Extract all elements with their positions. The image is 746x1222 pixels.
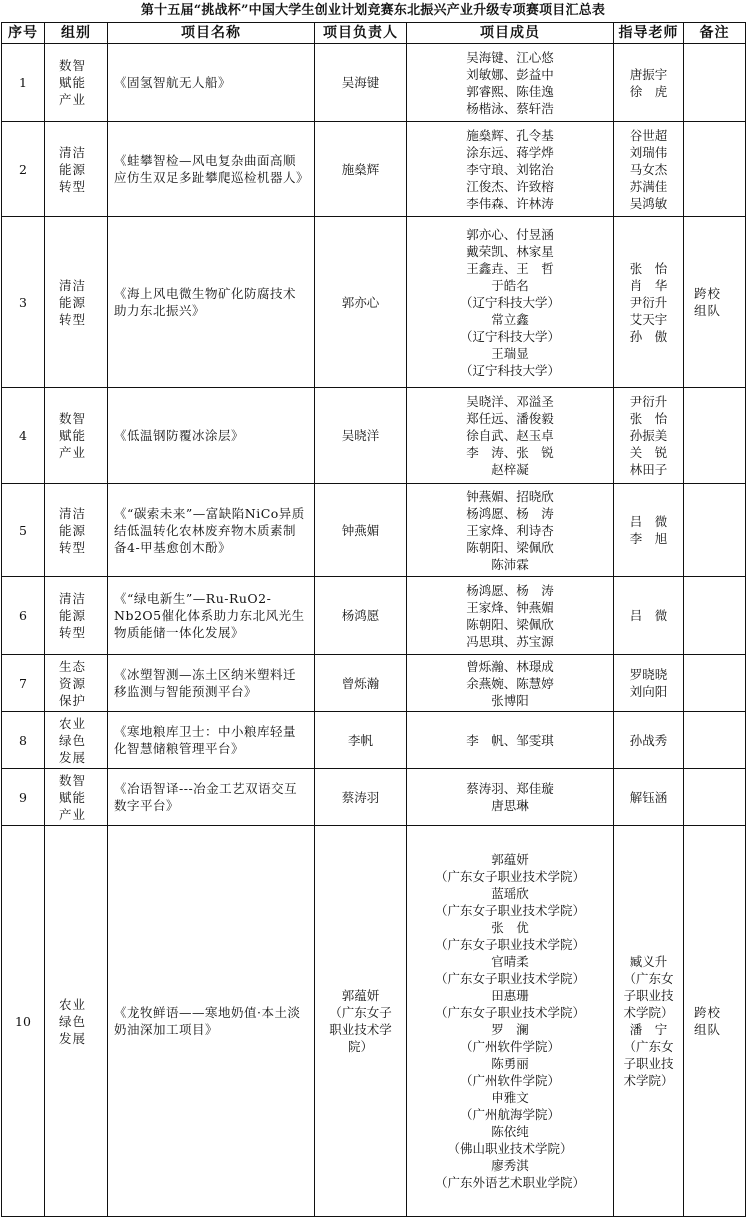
advisor-line: 关 锐 (629, 445, 668, 460)
serial-number: 4 (2, 388, 45, 484)
advisors (614, 577, 684, 655)
advisor-line: 李 旭 (629, 531, 668, 546)
member-line: 王鑫垚、王 哲 (466, 260, 554, 276)
header-cell: 组别 (45, 23, 108, 44)
serial-number: 2 (2, 122, 45, 217)
group-line: 数智 (59, 772, 87, 788)
group-line: 能源 (59, 294, 87, 310)
advisor-line: 刘向阳 (629, 684, 668, 699)
advisor-line: 吴鸿敏 (629, 195, 668, 211)
remark-cell (684, 122, 746, 217)
member-line: 杨鸿愿、杨 涛 (466, 505, 554, 521)
group-line: 产业 (59, 92, 87, 107)
member-line: 张 优 (491, 920, 529, 935)
group-cell (45, 388, 108, 484)
advisor-line: 艾天宇 (629, 311, 668, 327)
project-members (407, 122, 614, 217)
member-line: 杨楷泳、蔡轩浩 (466, 100, 554, 116)
project-leader (315, 388, 407, 484)
header-cell: 序号 (2, 23, 45, 44)
member-line: 于皓名 (491, 277, 529, 293)
group-line: 数智 (59, 411, 87, 426)
advisors (614, 484, 684, 577)
project-members (407, 217, 614, 388)
project-members (407, 484, 614, 577)
group-line: 赋能 (59, 428, 87, 443)
serial-number: 1 (2, 44, 45, 122)
advisors (614, 769, 684, 826)
member-line: 王家烽、钟燕媚 (466, 599, 554, 615)
member-line: （广东女子职业技术学院） (434, 1005, 585, 1020)
member-line: （广东女子职业技术学院） (434, 869, 585, 884)
header-cell: 备注 (684, 23, 746, 44)
member-line: 吴晓洋、邓溢圣 (466, 394, 554, 409)
member-line: 郑任远、潘俊毅 (466, 411, 554, 426)
advisor-line: 术学院） (623, 1005, 674, 1020)
advisor-line: 尹衍升 (629, 294, 668, 310)
remark-line: 跨校 (694, 1005, 722, 1020)
member-line: 廖秀淇 (491, 1158, 529, 1173)
leader-line: 李帆 (347, 732, 373, 748)
project-leader (315, 655, 407, 712)
group-line: 转型 (59, 625, 87, 640)
member-line: 陈朝阳、梁佩欣 (466, 539, 554, 555)
member-line: 施燊辉、孔令基 (466, 127, 554, 143)
advisor-line: 术学院） (623, 1073, 674, 1088)
member-line: （佛山职业技术学院） (447, 1141, 573, 1156)
member-line: 赵梓凝 (491, 462, 529, 477)
member-line: 罗 澜 (491, 1022, 529, 1037)
group-line: 农业 (59, 715, 87, 731)
group-line: 产业 (59, 445, 87, 460)
table-row (2, 44, 746, 122)
project-name: 《“碳索未来”—富缺陷NiCo异质结低温转化农林废弃物木质素制备4-甲基愈创木酚》 (108, 484, 315, 577)
project-name: 《海上风电微生物矿化防腐技术助力东北振兴》 (108, 217, 315, 388)
remark-cell (684, 388, 746, 484)
group-line: 农业 (59, 996, 87, 1012)
project-leader (315, 826, 407, 1217)
member-line: 刘敏娜、彭益中 (466, 66, 554, 82)
member-line: 郭亦心、付昱涵 (466, 226, 554, 242)
member-line: 田惠珊 (491, 988, 529, 1003)
member-line: 蔡涛羽、郑佳璇 (466, 781, 554, 796)
advisor-line: （广东女 (623, 971, 674, 986)
leader-line: 院） (347, 1039, 373, 1054)
project-name: 《固氢智航无人船》 (108, 44, 315, 122)
advisor-line: 谷世超 (629, 127, 668, 143)
group-cell (45, 484, 108, 577)
table-row (2, 712, 746, 769)
member-line: （广东外语艺术职业学院） (434, 1175, 585, 1190)
project-leader (315, 484, 407, 577)
remark-line: 组队 (694, 1022, 722, 1037)
project-members (407, 712, 614, 769)
member-line: 徐自武、赵玉卓 (466, 428, 554, 443)
advisor-line: 解钰涵 (629, 789, 668, 805)
group-line: 转型 (59, 539, 87, 555)
member-line: （广州软件学院） (459, 1073, 560, 1088)
advisor-line: 马女杰 (629, 161, 668, 177)
member-line: 戴荣凯、林家星 (466, 243, 554, 259)
member-line: 郭睿熙、陈佳逸 (466, 83, 554, 99)
serial-number: 10 (2, 826, 45, 1217)
advisors (614, 217, 684, 388)
member-line: 涂东远、蒋学烨 (466, 144, 554, 160)
group-line: 能源 (59, 522, 87, 538)
leader-line: 施燊辉 (341, 161, 380, 177)
advisor-line: 子职业技 (623, 988, 674, 1003)
advisor-line: 潘 宁 (629, 1022, 668, 1037)
advisor-line: 张 怡 (629, 260, 668, 276)
project-summary-table (1, 22, 746, 1217)
group-line: 清洁 (59, 277, 87, 293)
project-members (407, 388, 614, 484)
member-line: 李 涛、张 锐 (466, 445, 554, 460)
header-cell: 项目负责人 (315, 23, 407, 44)
group-line: 清洁 (59, 144, 87, 160)
leader-line: 郭亦心 (341, 294, 380, 310)
project-leader (315, 44, 407, 122)
advisor-line: 臧义升 (629, 954, 668, 969)
member-line: 吴海键、江心悠 (466, 49, 554, 65)
project-leader (315, 712, 407, 769)
project-name: 《龙牧鲜语——寒地奶值·本土淡奶油深加工项目》 (108, 826, 315, 1217)
table-row (2, 769, 746, 826)
project-members (407, 769, 614, 826)
member-line: 王瑞显 (491, 345, 529, 361)
group-cell (45, 122, 108, 217)
leader-line: （广东女子 (329, 1005, 392, 1020)
table-row (2, 388, 746, 484)
group-cell (45, 712, 108, 769)
group-cell (45, 44, 108, 122)
member-line: （广东女子职业技术学院） (434, 971, 585, 986)
member-line: 李守琅、刘铭治 (466, 161, 554, 177)
member-line: 陈沛霖 (491, 556, 529, 572)
group-line: 绿色 (59, 732, 87, 748)
advisor-line: 肖 华 (629, 277, 668, 293)
table-row (2, 484, 746, 577)
group-line: 发展 (59, 749, 87, 765)
group-cell (45, 655, 108, 712)
project-leader (315, 122, 407, 217)
advisor-line: 吕 微 (629, 608, 668, 623)
group-line: 发展 (59, 1030, 87, 1046)
advisors (614, 44, 684, 122)
group-cell (45, 217, 108, 388)
project-leader (315, 217, 407, 388)
group-line: 产业 (59, 806, 87, 822)
project-members (407, 44, 614, 122)
group-cell (45, 769, 108, 826)
group-line: 转型 (59, 178, 87, 194)
serial-number: 5 (2, 484, 45, 577)
advisor-line: 孙振美 (629, 428, 668, 443)
header-cell: 指导老师 (614, 23, 684, 44)
leader-line: 郭蕴妍 (341, 988, 380, 1003)
member-line: （广州航海学院） (459, 1107, 560, 1122)
project-name: 《低温钢防覆冰涂层》 (108, 388, 315, 484)
leader-line: 吴海键 (341, 75, 380, 90)
member-line: 常立鑫 (491, 311, 529, 327)
advisors (614, 826, 684, 1217)
project-name: 《寒地粮库卫士：中小粮库轻量化智慧储粮管理平台》 (108, 712, 315, 769)
advisor-line: 刘瑞伟 (629, 144, 668, 160)
leader-line: 钟燕媚 (341, 522, 380, 538)
member-line: （辽宁科技大学） (459, 362, 560, 378)
advisors (614, 712, 684, 769)
remark-cell (684, 484, 746, 577)
table-row (2, 122, 746, 217)
member-line: 冯思琪、苏宝源 (466, 633, 554, 649)
advisor-line: 子职业技 (623, 1056, 674, 1071)
advisor-line: 孙战秀 (629, 732, 668, 748)
member-line: 官晴柔 (491, 954, 529, 969)
leader-line: 吴晓洋 (341, 428, 380, 443)
table-row (2, 655, 746, 712)
group-line: 生态 (59, 658, 87, 674)
serial-number: 3 (2, 217, 45, 388)
project-name: 《蛙攀智检—风电复杂曲面高顺应仿生双足多趾攀爬巡检机器人》 (108, 122, 315, 217)
group-line: 转型 (59, 311, 87, 327)
member-line: 唐思琳 (491, 798, 529, 813)
project-name: 《“绿电新生”—Ru-RuO2-Nb2O5催化体系助力东北风光生物质能储一体化发展》 (108, 577, 315, 655)
member-line: （辽宁科技大学） (459, 294, 560, 310)
leader-line: 职业技术学 (329, 1022, 392, 1037)
member-line: （辽宁科技大学） (459, 328, 560, 344)
member-line: 余燕婉、陈慧婷 (466, 675, 554, 691)
project-members (407, 577, 614, 655)
advisor-line: 唐振宇 (629, 66, 668, 82)
project-name: 《冶语智译---冶金工艺双语交互数字平台》 (108, 769, 315, 826)
member-line: 李 帆、邹雯琪 (466, 732, 554, 748)
advisor-line: 吕 微 (629, 514, 668, 529)
header-cell: 项目名称 (108, 23, 315, 44)
header-cell: 项目成员 (407, 23, 614, 44)
advisor-line: 徐 虎 (629, 83, 668, 99)
group-line: 数智 (59, 58, 87, 73)
member-line: （广东女子职业技术学院） (434, 937, 585, 952)
remark-line: 跨校 (694, 286, 722, 301)
advisor-line: 张 怡 (629, 411, 668, 426)
remark-cell (684, 44, 746, 122)
advisors (614, 655, 684, 712)
document-title: 第十五届“挑战杯”中国大学生创业计划竞赛东北振兴产业升级专项赛项目汇总表 (140, 3, 606, 18)
table-row (2, 577, 746, 655)
member-line: 陈朝阳、梁佩欣 (466, 616, 554, 632)
project-name: 《冰塑智测—冻土区纳米塑料迁移监测与智能预测平台》 (108, 655, 315, 712)
project-leader (315, 577, 407, 655)
leader-line: 蔡涛羽 (341, 789, 380, 805)
group-line: 能源 (59, 608, 87, 623)
group-line: 赋能 (59, 75, 87, 90)
remark-cell (684, 655, 746, 712)
group-line: 保护 (59, 692, 87, 708)
advisor-line: 苏满佳 (629, 178, 668, 194)
table-row (2, 217, 746, 388)
member-line: 李伟森、许林涛 (466, 195, 554, 211)
advisors (614, 122, 684, 217)
group-line: 赋能 (59, 789, 87, 805)
table-header-row (2, 23, 746, 44)
member-line: 王家烽、利诗杏 (466, 522, 554, 538)
leader-line: 曾烁瀚 (341, 675, 380, 691)
advisors (614, 388, 684, 484)
remark-cell (684, 712, 746, 769)
member-line: （广州软件学院） (459, 1039, 560, 1054)
group-line: 资源 (59, 675, 87, 691)
member-line: 杨鸿愿、杨 涛 (466, 582, 554, 598)
member-line: 张博阳 (491, 692, 529, 708)
serial-number: 6 (2, 577, 45, 655)
serial-number: 8 (2, 712, 45, 769)
project-members (407, 826, 614, 1217)
advisor-line: 尹衍升 (629, 394, 668, 409)
group-cell (45, 577, 108, 655)
remark-cell (684, 217, 746, 388)
advisor-line: （广东女 (623, 1039, 674, 1054)
member-line: 曾烁瀚、林璟成 (466, 658, 554, 674)
advisor-line: 罗晓晓 (629, 667, 668, 682)
group-line: 绿色 (59, 1013, 87, 1029)
advisor-line: 林田子 (629, 462, 668, 477)
group-line: 清洁 (59, 591, 87, 606)
remark-cell (684, 826, 746, 1217)
table-row (2, 826, 746, 1217)
remark-cell (684, 769, 746, 826)
group-line: 清洁 (59, 505, 87, 521)
serial-number: 7 (2, 655, 45, 712)
member-line: 陈依纯 (491, 1124, 529, 1139)
member-line: 蓝瑶欣 (491, 886, 529, 901)
project-leader (315, 769, 407, 826)
member-line: 申雅文 (491, 1090, 529, 1105)
leader-line: 杨鸿愿 (341, 608, 380, 623)
group-line: 能源 (59, 161, 87, 177)
member-line: 郭蕴妍 (491, 852, 529, 867)
serial-number: 9 (2, 769, 45, 826)
project-members (407, 655, 614, 712)
group-cell (45, 826, 108, 1217)
advisor-line: 孙 傲 (629, 328, 668, 344)
member-line: （广东女子职业技术学院） (434, 903, 585, 918)
member-line: 江俊杰、许致榕 (466, 178, 554, 194)
remark-line: 组队 (694, 303, 722, 318)
remark-cell (684, 577, 746, 655)
member-line: 陈勇丽 (491, 1056, 529, 1071)
member-line: 钟燕媚、招晓欣 (466, 488, 554, 504)
